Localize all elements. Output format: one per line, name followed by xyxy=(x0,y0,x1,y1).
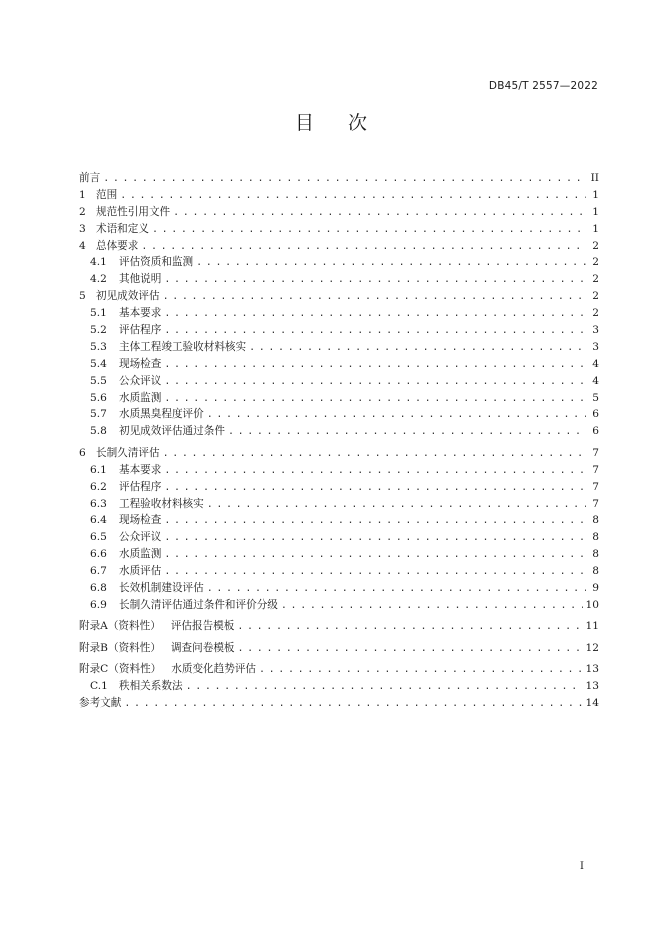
toc-entry-page: 11 xyxy=(585,620,599,633)
toc-entry[interactable] xyxy=(79,339,599,356)
toc-entry-label: 工程验收材料核实 xyxy=(119,497,204,510)
toc-entry-label: 水质评估 xyxy=(119,565,162,578)
toc-dot-leader xyxy=(164,272,586,289)
toc-entry-page: 8 xyxy=(592,565,599,578)
toc-entry-label: 公众评议 xyxy=(119,374,162,387)
toc-dot-leader xyxy=(120,188,586,205)
toc-entry-page: 2 xyxy=(592,307,599,320)
toc-entry-number: 6.8 xyxy=(90,581,107,594)
toc-entry-number: 2 xyxy=(79,205,86,218)
toc-entry-page: 12 xyxy=(585,641,599,654)
toc-entry-page: 8 xyxy=(592,531,599,544)
toc-entry-page: 1 xyxy=(592,188,599,201)
toc-entry-label: 秩相关系数法 xyxy=(119,680,183,693)
toc-entry-label: 前言 xyxy=(79,172,101,184)
toc-entry-number: 6.6 xyxy=(90,548,107,561)
toc-entry-label: 基本要求 xyxy=(119,463,162,476)
toc-entry[interactable] xyxy=(79,423,599,440)
toc-entry-label: 初见成效评估通过条件 xyxy=(119,425,225,438)
toc-entry-number: 6 xyxy=(79,446,86,459)
toc-entry-page: 7 xyxy=(592,463,599,476)
toc-entry-page: 7 xyxy=(592,480,599,493)
toc-dot-leader xyxy=(164,374,586,391)
toc-dot-leader xyxy=(163,446,586,463)
toc-entry[interactable] xyxy=(79,238,599,255)
toc-entry[interactable] xyxy=(79,445,599,462)
toc-entry-number: 附录B（资料性） xyxy=(79,641,161,654)
toc-entry-page: II xyxy=(590,172,599,184)
toc-entry-number: 4.1 xyxy=(90,256,107,269)
toc-entry[interactable] xyxy=(79,373,599,390)
toc-entry-label: 总体要求 xyxy=(96,239,139,252)
toc-entry-label: 水质监测 xyxy=(119,391,162,404)
toc-entry-label: 长制久清评估 xyxy=(96,446,160,459)
toc-entry[interactable] xyxy=(79,529,599,546)
toc-entry[interactable] xyxy=(79,597,599,614)
toc-entry[interactable] xyxy=(79,271,599,288)
page-title xyxy=(0,108,662,135)
toc-entry-number: 5.5 xyxy=(90,374,107,387)
toc-dot-leader xyxy=(186,679,583,696)
toc-dot-leader xyxy=(207,581,586,598)
toc-entry[interactable] xyxy=(79,390,599,407)
toc-dot-leader xyxy=(152,222,586,239)
page-number: I xyxy=(580,861,584,872)
toc-entry-label: 水质黑臭程度评价 xyxy=(119,408,204,421)
toc-entry-label: 评估程序 xyxy=(119,324,162,337)
toc-dot-leader xyxy=(249,340,586,357)
toc-dot-leader xyxy=(164,357,586,374)
toc-entry-number: 6.5 xyxy=(90,531,107,544)
toc-entry-label: 基本要求 xyxy=(119,307,162,320)
toc-entry-number: 5.6 xyxy=(90,391,107,404)
toc-dot-leader xyxy=(141,239,586,256)
toc-dot-leader xyxy=(164,564,586,581)
toc-entry-page: 3 xyxy=(592,340,599,353)
toc-entry[interactable] xyxy=(79,479,599,496)
toc-entry-page: 8 xyxy=(592,548,599,561)
toc-entry[interactable] xyxy=(79,462,599,479)
toc-entry-number: 5.1 xyxy=(90,307,107,320)
toc-entry-page: 13 xyxy=(585,680,599,693)
toc-entry[interactable] xyxy=(79,580,599,597)
toc-entry-label: 主体工程竣工验收材料核实 xyxy=(119,340,247,353)
toc-entry-label: 初见成效评估 xyxy=(96,290,160,303)
toc-entry-label: 评估程序 xyxy=(119,480,162,493)
toc-entry[interactable] xyxy=(79,305,599,322)
toc-entry[interactable] xyxy=(79,512,599,529)
toc-dot-leader xyxy=(207,497,586,514)
toc-entry-label: 规范性引用文件 xyxy=(96,205,171,218)
toc-entry-label: 水质监测 xyxy=(119,548,162,561)
toc-entry-label: 现场检查 xyxy=(119,514,162,527)
toc-entry-number: C.1 xyxy=(90,680,108,693)
title-char-left: 目 xyxy=(294,112,314,134)
toc-entry[interactable] xyxy=(79,322,599,339)
toc-entry-label: 公众评议 xyxy=(119,531,162,544)
toc-entry-number: 6.1 xyxy=(90,463,107,476)
toc-entry-number: 3 xyxy=(79,222,86,235)
toc-dot-leader xyxy=(228,424,586,441)
toc-entry[interactable] xyxy=(79,356,599,373)
toc-entry[interactable] xyxy=(79,546,599,563)
toc-dot-leader xyxy=(163,289,586,306)
toc-entry-page: 10 xyxy=(585,598,599,611)
table-of-contents xyxy=(79,170,599,712)
toc-entry-page: 1 xyxy=(592,205,599,218)
toc-entry-page: 2 xyxy=(592,239,599,252)
toc-entry-number: 6.7 xyxy=(90,565,107,578)
toc-dot-leader xyxy=(164,480,586,497)
toc-entry-number: 6.2 xyxy=(90,480,107,493)
toc-dot-leader xyxy=(124,696,582,713)
toc-entry[interactable] xyxy=(79,221,599,238)
toc-entry-label: 评估资质和监测 xyxy=(119,256,194,269)
toc-entry-page: 13 xyxy=(585,663,599,676)
toc-entry-label: 水质变化趋势评估 xyxy=(171,663,257,676)
toc-entry-page: 2 xyxy=(592,290,599,303)
toc-entry[interactable] xyxy=(79,288,599,305)
toc-entry-number: 5.2 xyxy=(90,324,107,337)
title-char-right: 次 xyxy=(348,112,368,134)
toc-entry-label: 调查问卷模板 xyxy=(170,641,235,654)
toc-entry-page: 2 xyxy=(592,273,599,286)
toc-dot-leader xyxy=(164,530,586,547)
toc-entry-page: 14 xyxy=(585,697,599,710)
toc-entry[interactable] xyxy=(79,254,599,271)
toc-dot-leader xyxy=(164,547,586,564)
toc-dot-leader xyxy=(259,662,583,679)
toc-entry-number: 6.3 xyxy=(90,497,107,510)
toc-entry-number: 5.3 xyxy=(90,340,107,353)
toc-entry-number: 6.9 xyxy=(90,598,107,611)
toc-dot-leader xyxy=(164,323,586,340)
toc-entry[interactable] xyxy=(79,678,599,695)
toc-entry-page: 5 xyxy=(592,391,599,404)
toc-dot-leader xyxy=(164,391,586,408)
toc-entry[interactable] xyxy=(79,204,599,221)
toc-entry-page: 4 xyxy=(592,357,599,370)
toc-entry-label: 现场检查 xyxy=(119,357,162,370)
toc-entry[interactable] xyxy=(79,170,599,187)
toc-entry-page: 4 xyxy=(592,374,599,387)
toc-entry-page: 6 xyxy=(592,408,599,421)
toc-entry-number: 附录C（资料性） xyxy=(79,663,162,676)
toc-entry-number: 5.7 xyxy=(90,408,107,421)
toc-dot-leader xyxy=(196,255,586,272)
toc-entry-page: 7 xyxy=(592,446,599,459)
toc-dot-leader xyxy=(164,513,586,530)
toc-dot-leader xyxy=(281,598,583,615)
toc-entry[interactable] xyxy=(79,406,599,423)
toc-entry-number: 附录A（资料性） xyxy=(79,620,161,633)
toc-entry-label: 长制久清评估通过条件和评价分级 xyxy=(119,598,278,611)
toc-entry-page: 7 xyxy=(592,497,599,510)
toc-entry-label: 其他说明 xyxy=(119,273,162,286)
toc-entry[interactable] xyxy=(79,618,599,635)
toc-dot-leader xyxy=(164,463,586,480)
toc-dot-leader xyxy=(207,407,586,424)
standard-code: DB45/T 2557—2022 xyxy=(488,80,598,92)
toc-entry-label: 参考文献 xyxy=(79,697,122,710)
toc-entry-page: 1 xyxy=(592,222,599,235)
toc-entry-number: 1 xyxy=(79,188,86,201)
toc-entry[interactable] xyxy=(79,661,599,678)
toc-dot-leader xyxy=(164,306,586,323)
toc-entry-number: 6.4 xyxy=(90,514,107,527)
toc-entry[interactable] xyxy=(79,640,599,657)
toc-entry-label: 长效机制建设评估 xyxy=(119,581,204,594)
toc-entry-page: 2 xyxy=(592,256,599,269)
toc-entry[interactable] xyxy=(79,563,599,580)
toc-entry-number: 5.8 xyxy=(90,425,107,438)
toc-entry-page: 6 xyxy=(592,425,599,438)
toc-dot-leader xyxy=(238,641,583,658)
toc-entry-number: 4.2 xyxy=(90,273,107,286)
toc-dot-leader xyxy=(237,619,582,636)
toc-entry-page: 9 xyxy=(592,581,599,594)
toc-entry[interactable] xyxy=(79,695,599,712)
toc-entry-number: 5.4 xyxy=(90,357,107,370)
toc-entry-page: 3 xyxy=(592,324,599,337)
toc-dot-leader xyxy=(173,205,586,222)
toc-entry[interactable] xyxy=(79,496,599,513)
toc-entry-label: 术语和定义 xyxy=(96,222,149,235)
toc-entry-page: 8 xyxy=(592,514,599,527)
toc-entry-label: 评估报告模板 xyxy=(170,620,235,633)
toc-entry[interactable] xyxy=(79,187,599,204)
toc-entry-number: 4 xyxy=(79,239,86,252)
toc-entry-label: 范围 xyxy=(96,188,118,201)
toc-entry-number: 5 xyxy=(79,290,86,303)
toc-dot-leader xyxy=(103,171,586,188)
